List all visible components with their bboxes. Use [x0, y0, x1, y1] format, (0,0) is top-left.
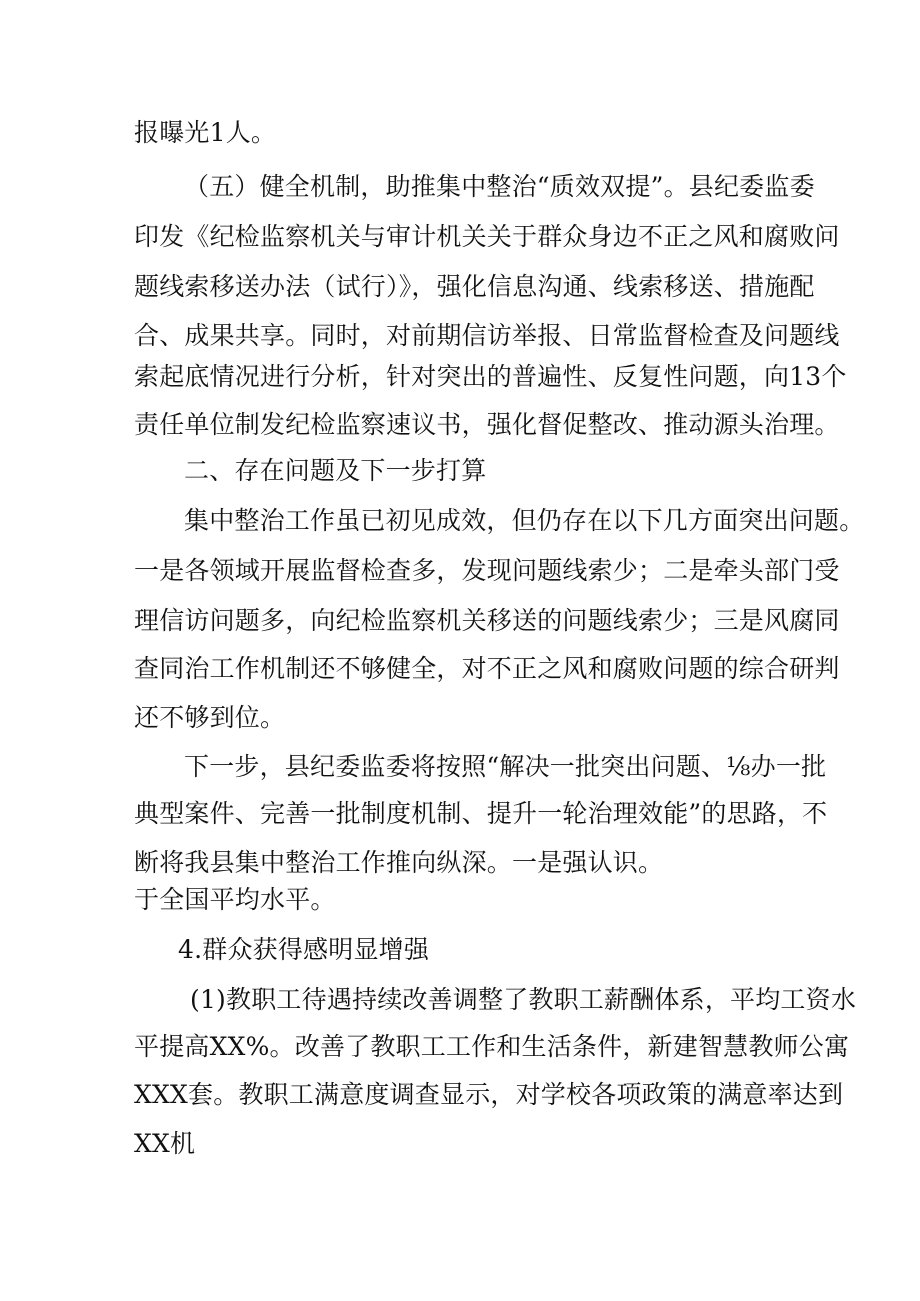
text-line-21: XXX套。教职工满意度调查显示，对学校各项政策的满意率达到	[134, 1080, 844, 1109]
text-line-14: 下一步，县纪委监委将按照“解决一批突出问题、⅛办一批	[184, 752, 827, 781]
text-line-1: 报曝光1人。	[134, 118, 277, 147]
subsection-heading: 4.群众获得感明显增强	[178, 935, 430, 964]
text-line-22: XX机	[134, 1129, 196, 1158]
text-line-6: 索起底情况进行分析，针对突出的普遍性、反复性问题，向13个	[134, 362, 847, 391]
section-heading: 二、存在问题及下一步打算	[184, 456, 487, 485]
text-line-2: （五）健全机制，助推集中整治“质效双提”。县纪委监委	[184, 172, 815, 201]
text-line-15: 典型案件、完善一批制度机制、提升一轮治理效能”的思路，不	[134, 799, 828, 828]
text-line-9: 集中整治工作虽已初见成效，但仍存在以下几方面突出问题。	[184, 506, 865, 535]
text-line-3: 印发《纪检监察机关与审计机关关于群众身边不正之风和腐败问	[134, 222, 840, 251]
text-line-12: 查同治工作机制还不够健全，对不正之风和腐败问题的综合研判	[134, 654, 840, 683]
text-line-10: 一是各领域开展监督检查多，发现问题线索少；二是牵头部门受	[134, 556, 840, 585]
text-line-5: 合、成果共享。同时，对前期信访举报、日常监督检查及问题线	[134, 321, 840, 350]
text-line-19: (1)教职工待遇持续改善调整了教职工薪酬体系，平均工资水	[190, 985, 857, 1014]
text-line-11: 理信访问题多，向纪检监察机关移送的问题线索少；三是风腐同	[134, 606, 840, 635]
text-line-17: 于全国平均水平。	[134, 885, 336, 914]
text-line-13: 还不够到位。	[134, 703, 286, 732]
text-line-16: 断将我县集中整治工作推向纵深。一是强认识。	[134, 848, 664, 877]
text-line-4: 题线索移送办法（试行）》，强化信息沟通、线索移送、措施配	[134, 272, 815, 301]
text-line-7: 责任单位制发纪检监察速议书，强化督促整改、推动源头治理。	[134, 410, 840, 439]
text-line-20: 平提高XX%。改善了教职工工作和生活条件，新建智慧教师公寓	[134, 1032, 850, 1061]
